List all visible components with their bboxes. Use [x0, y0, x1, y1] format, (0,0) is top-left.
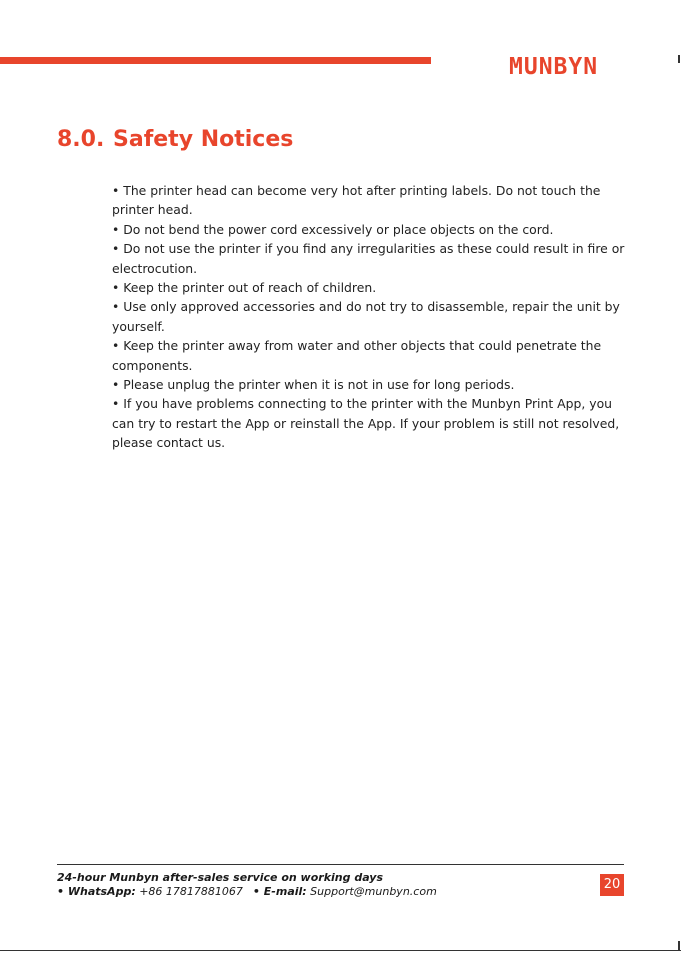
section-number: 8.0. [57, 127, 105, 152]
crop-mark-top [678, 55, 680, 63]
notice-item: • Keep the printer away from water and other objects that could penetrate the components. [112, 338, 602, 373]
section-title: Safety Notices [113, 127, 294, 152]
notice-item: • Please unplug the printer when it is not in use for long periods. [112, 377, 515, 393]
notice-item: • Do not bend the power cord excessively or place objects on the cord. [112, 221, 554, 237]
notice-item: • If you have problems connecting to the printer with the Munbyn Print App, you can try to restart the App or reinstall the App. If your problem is still not resolved, please contact us. [112, 396, 620, 451]
footer-divider [57, 864, 624, 865]
notice-item: • Use only approved accessories and do not try to disassemble, repair the unit by yourself. [112, 299, 620, 334]
email-label: • E-mail: [252, 885, 307, 898]
page-number-badge: 20 [600, 874, 624, 896]
notice-item: • Keep the printer out of reach of children. [112, 280, 377, 296]
page-bottom-edge [0, 950, 681, 951]
whatsapp-label: • WhatsApp: [57, 885, 136, 898]
email-address: Support@munbyn.com [306, 885, 437, 898]
crop-mark-bottom [678, 941, 680, 951]
header-accent-bar [0, 57, 431, 64]
notice-item: • Do not use the printer if you find any irregularities as these could result in fire or electrocution. [112, 241, 625, 276]
whatsapp-number: +86 17817881067 [135, 885, 243, 898]
brand-logo: MUNBYN [509, 54, 599, 80]
notice-item: • The printer head can become very hot after printing labels. Do not touch the printer head. [112, 183, 601, 218]
footer-contact-line [57, 884, 437, 899]
section-heading [57, 125, 293, 155]
safety-notices-list [112, 181, 628, 453]
footer-service-line: 24-hour Munbyn after-sales service on working days [57, 871, 383, 884]
